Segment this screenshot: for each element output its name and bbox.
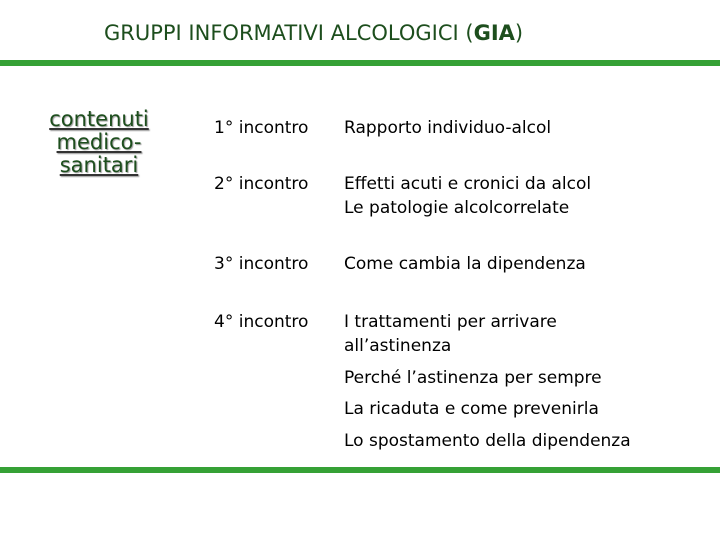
topic-line: Perché l’astinenza per sempre (344, 368, 602, 388)
meeting-topics (344, 310, 684, 358)
top-divider (0, 60, 720, 66)
section-label-line: medico- (56, 130, 142, 154)
section-label-line: contenuti (49, 107, 149, 131)
page-title (0, 17, 720, 49)
topic-line: Come cambia la dipendenza (344, 254, 586, 274)
meeting-topics (344, 252, 684, 276)
section-label (30, 108, 168, 177)
topic-line: La ricaduta e come prevenirla (344, 399, 599, 419)
meeting-label: 2° incontro (214, 174, 309, 194)
meeting-label: 1° incontro (214, 118, 309, 138)
topic-line: Effetti acuti e cronici da alcol (344, 174, 592, 194)
meeting-label: 3° incontro (214, 254, 309, 274)
title-abbreviation: GIA (473, 21, 515, 45)
meeting-topics (344, 429, 684, 453)
title-suffix: ) (514, 21, 524, 45)
topic-line: Rapporto individuo-alcol (344, 118, 552, 138)
topic-line: I trattamenti per arrivare (344, 312, 557, 332)
topic-line: all’astinenza (344, 336, 452, 356)
section-label-line: sanitari (59, 153, 139, 177)
meeting-label: 4° incontro (214, 312, 309, 332)
meeting-topics (344, 172, 684, 220)
meeting-topics (344, 397, 684, 421)
title-prefix: GRUPPI INFORMATIVI ALCOLOGICI ( (104, 21, 474, 45)
topic-line: Le patologie alcolcorrelate (344, 198, 570, 218)
topic-line: Lo spostamento della dipendenza (344, 431, 631, 451)
bottom-divider (0, 467, 720, 473)
meeting-topics (344, 116, 684, 140)
meeting-topics (344, 366, 684, 390)
